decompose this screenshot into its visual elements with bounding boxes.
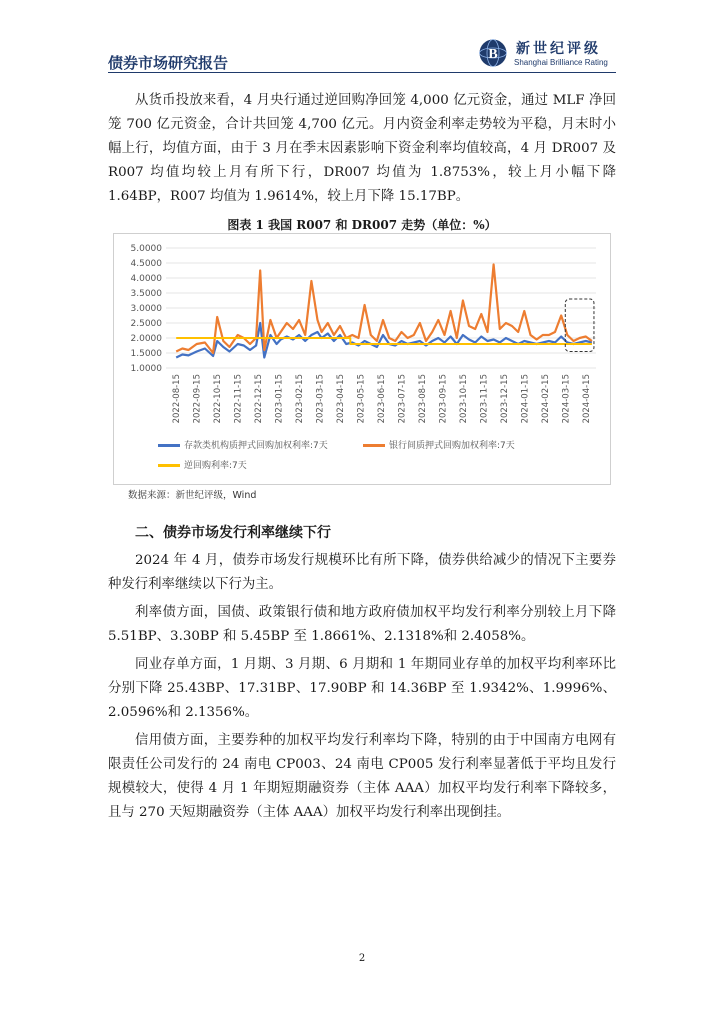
- body-paragraph-ncd: 同业存单方面，1 月期、3 月期、6 月期和 1 年期同业存单的加权平均利率环比分别下降 25.43BP、17.31BP、17.90BP 和 14.36BP 至 1.9342%、1.9996%、2.0596%和 2.1356%。: [108, 657, 616, 720]
- rate-chart: [113, 233, 611, 485]
- company-logo: [478, 36, 628, 72]
- legend-item-reverse-repo: [158, 458, 247, 471]
- x-tick-label: 2024-03-15: [561, 374, 572, 424]
- y-tick-label: 1.0000: [130, 364, 162, 374]
- y-tick-label: 4.5000: [130, 259, 162, 269]
- x-tick-label: 2022-11-15: [233, 374, 244, 424]
- y-tick-label: 5.0000: [130, 244, 162, 254]
- logo-chinese-name: 新世纪评级: [516, 41, 601, 57]
- x-tick-label: 2023-09-15: [438, 374, 449, 424]
- x-tick-label: 2023-10-15: [458, 374, 469, 424]
- x-tick-label: 2023-04-15: [336, 374, 347, 424]
- body-paragraph-issuance: 2024 年 4 月，债券市场发行规模环比有所下降，债券供给减少的情况下主要券种发行利率继续以下行为主。: [108, 553, 616, 592]
- logo-mark-letter: B: [488, 47, 498, 62]
- x-tick-label: 2023-12-15: [499, 374, 510, 424]
- x-tick-label: 2022-09-15: [192, 374, 203, 424]
- body-paragraph-credit-bonds: 信用债方面，主要券种的加权平均发行利率均下降，特别的由于中国南方电网有限责任公司发行的 24 南电 CP003、24 南电 CP005 发行利率显著低于平均且发行规模较大，使得 4 月 1 年期短期融资券（主体 AAA）加权平均发行利率下降较多，且与 270 天短期融资券（主体 AAA）加权平均发行利率出现倒挂。: [108, 733, 616, 820]
- page-number: 2: [358, 953, 366, 964]
- legend-swatch-orange: [363, 444, 385, 447]
- x-tick-label: 2023-03-15: [315, 374, 326, 424]
- section-heading: 二、债券市场发行利率继续下行: [135, 525, 331, 541]
- logo-english-name: Shanghai Brilliance Rating: [514, 58, 608, 67]
- figure-source: 数据来源：新世纪评级，Wind: [128, 490, 257, 501]
- legend-label-dr007: 存款类机构质押式回购加权利率:7天: [184, 441, 328, 451]
- legend-label-r007: 银行间质押式回购加权利率:7天: [389, 441, 515, 451]
- legend-item-r007: [363, 438, 515, 451]
- x-tick-label: 2023-07-15: [397, 374, 408, 424]
- x-tick-label: 2023-02-15: [295, 374, 306, 424]
- x-tick-label: 2024-01-15: [520, 374, 531, 424]
- body-paragraph-rate-bonds: 利率债方面，国债、政策银行债和地方政府债加权平均发行利率分别较上月下降 5.51BP、3.30BP 和 5.45BP 至 1.8661%、2.1318%和 2.4058%。: [108, 605, 616, 644]
- x-tick-label: 2023-01-15: [274, 374, 285, 424]
- figure-caption: 图表 1 我国 R007 和 DR007 走势（单位：%）: [227, 218, 497, 232]
- x-tick-label: 2023-11-15: [479, 374, 490, 424]
- x-tick-label: 2023-08-15: [417, 374, 428, 424]
- x-tick-label: 2024-02-15: [540, 374, 551, 424]
- x-tick-label: 2023-05-15: [356, 374, 367, 424]
- x-tick-label: 2024-04-15: [581, 374, 592, 424]
- x-tick-label: 2022-12-15: [254, 374, 265, 424]
- y-tick-label: 4.0000: [130, 274, 162, 284]
- y-tick-label: 2.5000: [130, 319, 162, 329]
- header-divider: [108, 72, 616, 73]
- y-tick-label: 2.0000: [130, 334, 162, 344]
- x-tick-label: 2022-10-15: [213, 374, 224, 424]
- x-tick-label: 2023-06-15: [377, 374, 387, 424]
- body-paragraph-monetary: 从货币投放来看，4 月央行通过逆回购净回笼 4,000 亿元资金，通过 MLF 净回笼 700 亿元资金，合计共回笼 4,700 亿元。月内资金利率走势较为平稳，月末时小幅上行，均值方面，由于 3 月在季末因素影响下资金利率均值较高，4 月 DR007 及 R007 均值均较上月有所下行，DR007 均值为 1.8753%，较上月小幅下降 1.64BP，R007 均值为 1.9614%，较上月下降 15.17BP。: [108, 93, 616, 204]
- legend-item-dr007: [158, 438, 328, 451]
- y-tick-label: 1.5000: [130, 349, 162, 359]
- legend-swatch-blue: [158, 444, 180, 447]
- y-tick-label: 3.5000: [130, 289, 162, 299]
- logo-globe-icon: [478, 38, 508, 68]
- x-tick-label: 2022-08-15: [172, 374, 183, 424]
- legend-swatch-yellow: [158, 464, 180, 467]
- y-tick-label: 3.0000: [130, 304, 162, 314]
- report-series-title: 债券市场研究报告: [108, 54, 229, 72]
- legend-label-reverse-repo: 逆回购利率:7天: [184, 461, 247, 471]
- chart-legend: [158, 436, 598, 480]
